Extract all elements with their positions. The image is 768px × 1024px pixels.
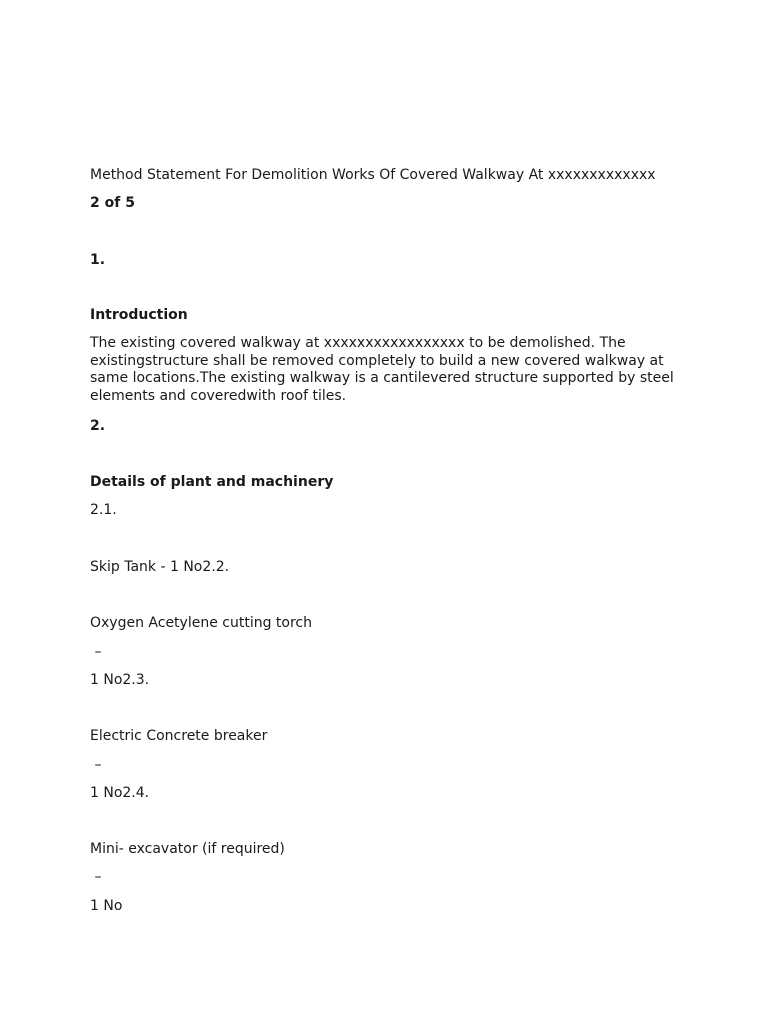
list-line: Mini- excavator (if required) <box>90 841 285 857</box>
list-line: Skip Tank - 1 No2.2. <box>90 559 230 575</box>
list-line: 2.1. <box>90 502 117 518</box>
section-2-number: 2. <box>90 418 106 434</box>
page-indicator: 2 of 5 <box>90 195 135 211</box>
list-line: – <box>90 644 102 660</box>
list-line: – <box>90 757 102 773</box>
list-line: – <box>90 869 102 885</box>
list-line: 1 No2.4. <box>90 785 150 801</box>
section-1-body: The existing covered walkway at xxxxxxxxxxxxxxxxx to be demolished. The existingstructure shall be removed completely to build a new covered walkway at same locations.The existing walkway is a cantilevered structure supported by steel elements and coveredwith roof tiles. <box>90 335 674 405</box>
section-1-number: 1. <box>90 252 106 268</box>
document-header-title: Method Statement For Demolition Works Of Covered Walkway At xxxxxxxxxxxxx <box>90 167 656 183</box>
list-line: 1 No <box>90 898 123 914</box>
section-2-heading: Details of plant and machinery <box>90 474 334 490</box>
list-line: Electric Concrete breaker <box>90 728 268 744</box>
section-1-heading: Introduction <box>90 307 188 323</box>
list-line: 1 No2.3. <box>90 672 150 688</box>
list-line: Oxygen Acetylene cutting torch <box>90 615 312 631</box>
